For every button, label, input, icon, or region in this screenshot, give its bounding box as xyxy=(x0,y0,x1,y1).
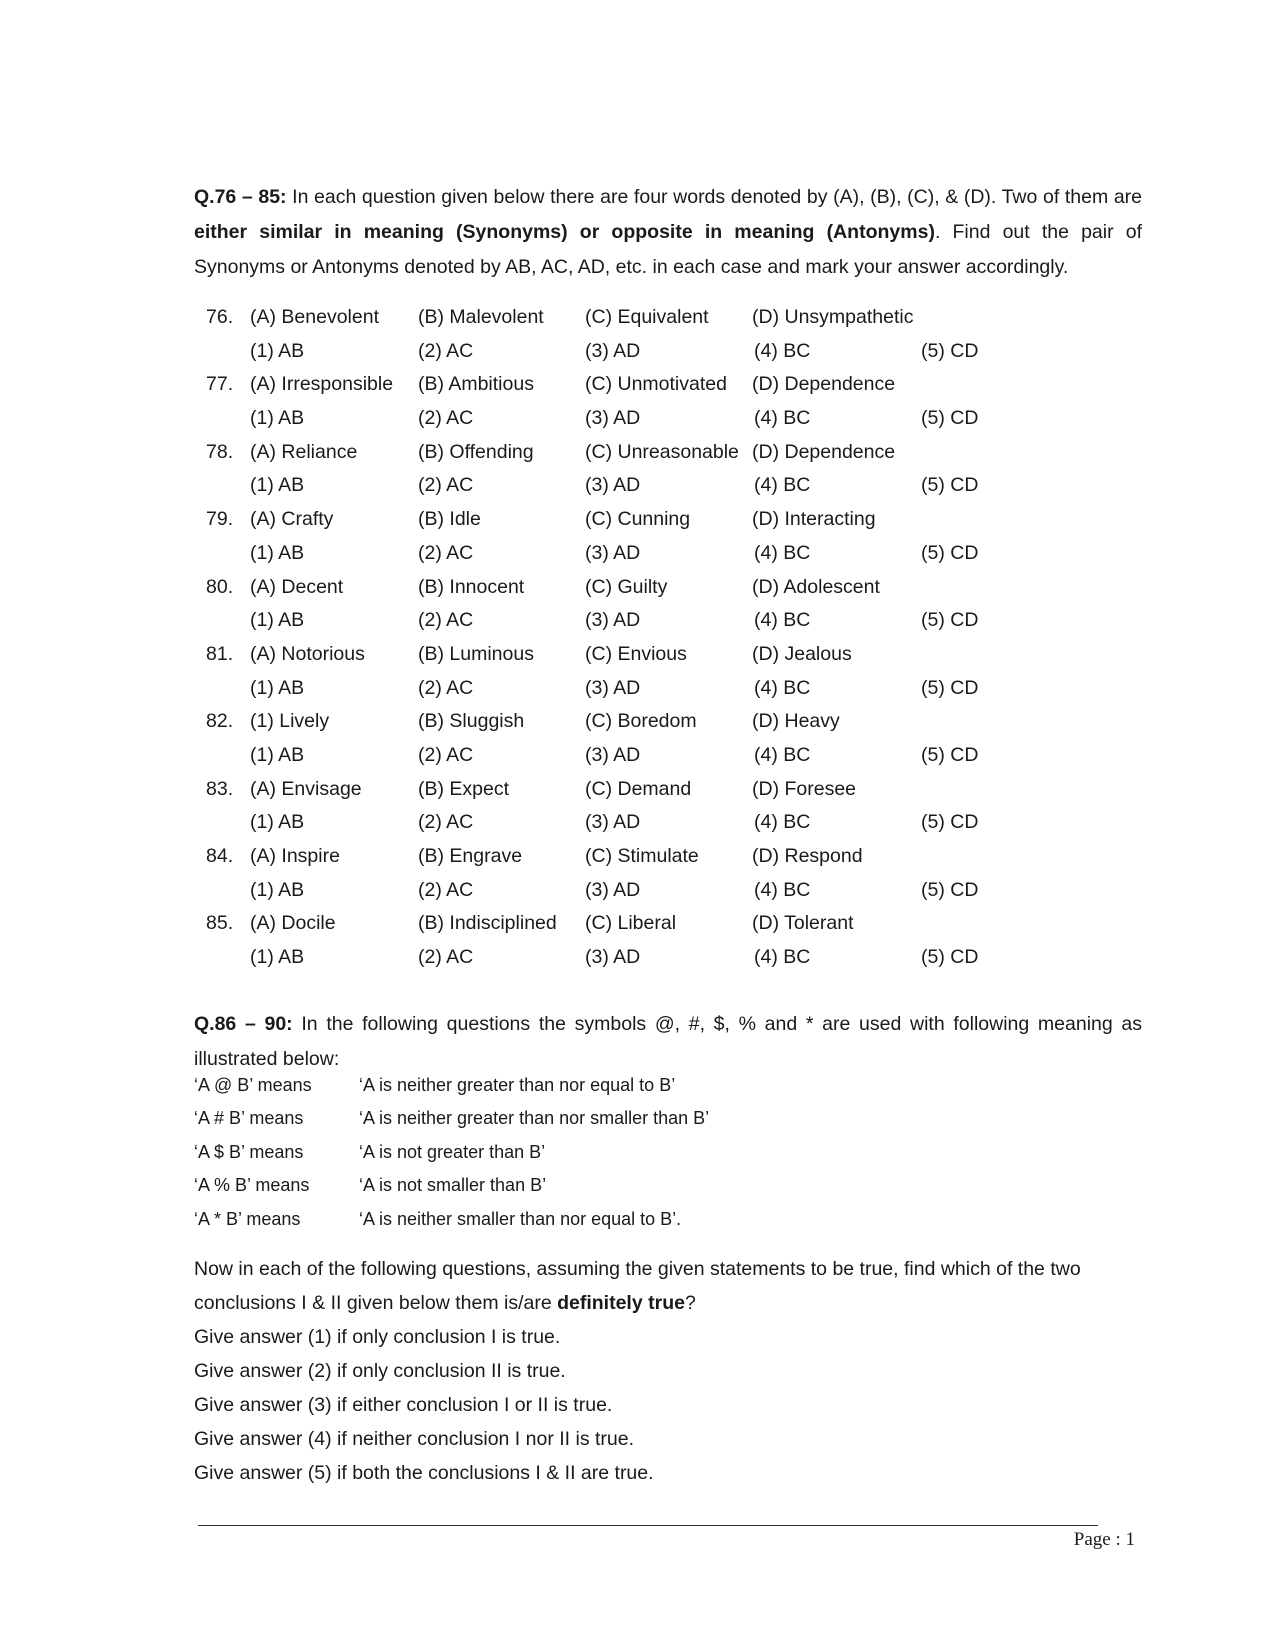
answer-choice-row xyxy=(0,603,1275,637)
word-option: (D) Adolescent xyxy=(752,575,880,598)
symbol-meaning: ‘A is not smaller than B’ xyxy=(359,1175,547,1196)
answer-choice: (4) BC xyxy=(754,676,811,699)
answer-choice: (3) AD xyxy=(585,541,641,564)
answer-choice: (1) AB xyxy=(250,407,305,430)
question-row xyxy=(0,570,1275,604)
answer-choice: (3) AD xyxy=(585,743,641,766)
question-number: 82. xyxy=(206,710,234,733)
answer-choice: (3) AD xyxy=(585,878,641,901)
symbol-key: ‘A $ B’ means xyxy=(194,1141,304,1162)
answer-choice: (4) BC xyxy=(754,811,811,834)
word-option: (D) Jealous xyxy=(752,642,852,665)
instruction-emphasis: definitely true xyxy=(557,1291,685,1314)
question-row xyxy=(0,300,1275,334)
answer-rule: Give answer (4) if neither conclusion I nor II is true. xyxy=(194,1428,635,1450)
answer-rule: Give answer (5) if both the conclusions I & II are true. xyxy=(194,1462,654,1484)
answer-choice: (4) BC xyxy=(754,878,811,901)
instruction-lead xyxy=(194,1253,1142,1320)
answer-choice: (1) AB xyxy=(250,743,305,766)
word-option: (B) Expect xyxy=(418,777,510,800)
answer-choice: (4) BC xyxy=(754,743,811,766)
answer-rule: Give answer (3) if either conclusion I or II is true. xyxy=(194,1394,613,1416)
answer-choice: (3) AD xyxy=(585,474,641,497)
word-option: (C) Cunning xyxy=(585,508,691,531)
symbol-definitions xyxy=(0,1070,1275,1237)
answer-rule: Give answer (2) if only conclusion II is true. xyxy=(194,1360,566,1382)
question-row xyxy=(0,704,1275,738)
symbol-key: ‘A @ B’ means xyxy=(194,1075,312,1095)
word-option: (A) Benevolent xyxy=(250,306,379,328)
word-option: (C) Stimulate xyxy=(585,845,699,867)
answer-choice-row xyxy=(0,805,1275,839)
section-1-instructions xyxy=(194,180,1142,285)
word-option: (B) Offending xyxy=(418,440,534,463)
answer-choice: (3) AD xyxy=(585,339,641,362)
answer-choice: (3) AD xyxy=(585,609,641,632)
answer-choice: (5) CD xyxy=(921,811,979,834)
word-option: (C) Unreasonable xyxy=(585,440,739,463)
word-option: (D) Unsympathetic xyxy=(752,306,914,328)
instruction-text: ? xyxy=(684,1291,696,1314)
question-number: 80. xyxy=(206,575,234,598)
answer-choice: (5) CD xyxy=(921,339,979,362)
word-option: (A) Crafty xyxy=(250,508,334,531)
word-option: (D) Foresee xyxy=(752,777,857,800)
word-option: (C) Equivalent xyxy=(585,306,709,328)
answer-choice: (1) AB xyxy=(250,811,305,834)
answer-choice: (3) AD xyxy=(585,676,641,699)
question-number: 85. xyxy=(206,912,234,935)
answer-choice: (1) AB xyxy=(250,676,305,699)
word-option: (B) Engrave xyxy=(418,845,523,867)
question-number: 81. xyxy=(206,642,234,665)
word-option: (B) Luminous xyxy=(418,642,534,665)
answer-choice: (4) BC xyxy=(754,609,811,632)
symbol-row xyxy=(0,1070,1275,1103)
question-row xyxy=(0,839,1275,873)
word-option: (A) Decent xyxy=(250,575,344,598)
answer-choice: (5) CD xyxy=(921,474,979,497)
word-option: (1) Lively xyxy=(250,710,330,733)
answer-choice: (4) BC xyxy=(754,474,811,497)
word-option: (C) Unmotivated xyxy=(585,373,727,396)
word-option: (B) Idle xyxy=(418,508,481,531)
question-row xyxy=(0,772,1275,806)
word-option: (D) Dependence xyxy=(752,373,896,396)
word-option: (A) Notorious xyxy=(250,642,365,665)
symbol-meaning: ‘A is neither greater than nor equal to B’ xyxy=(359,1075,676,1095)
answer-choice: (5) CD xyxy=(921,609,979,632)
question-number: 79. xyxy=(206,508,234,531)
answer-choice: (5) CD xyxy=(921,407,979,430)
symbol-row xyxy=(0,1170,1275,1203)
word-option: (D) Respond xyxy=(752,845,863,867)
answer-choice: (2) AC xyxy=(418,541,474,564)
answer-choice: (3) AD xyxy=(585,407,641,430)
answer-choice-row xyxy=(0,401,1275,435)
answer-choice-row xyxy=(0,536,1275,570)
word-option: (B) Malevolent xyxy=(418,306,544,328)
word-option: (A) Inspire xyxy=(250,845,340,867)
question-row xyxy=(0,637,1275,671)
symbol-row xyxy=(0,1103,1275,1136)
answer-choice-row xyxy=(0,671,1275,705)
question-list xyxy=(0,300,1275,974)
answer-choice-row xyxy=(0,468,1275,502)
question-row xyxy=(0,502,1275,536)
question-number: 84. xyxy=(206,845,234,867)
word-option: (C) Envious xyxy=(585,642,687,665)
answer-choice: (5) CD xyxy=(921,676,979,699)
answer-choice: (2) AC xyxy=(418,878,474,901)
word-option: (B) Sluggish xyxy=(418,710,525,733)
answer-choice: (1) AB xyxy=(250,474,305,497)
answer-choice: (1) AB xyxy=(250,541,305,564)
word-option: (B) Innocent xyxy=(418,575,525,598)
answer-choice: (1) AB xyxy=(250,878,305,901)
word-option: (D) Heavy xyxy=(752,710,840,733)
answer-choice: (3) AD xyxy=(585,946,641,969)
word-option: (C) Demand xyxy=(585,777,692,800)
instruction-text: In each question given below there are four words denoted by (A), (B), (C), & (D). Two of them are xyxy=(286,186,1143,208)
symbol-key: ‘A % B’ means xyxy=(194,1175,310,1196)
section-2-instructions xyxy=(194,1007,1142,1077)
answer-choice: (5) CD xyxy=(921,541,979,564)
symbol-meaning: ‘A is not greater than B’ xyxy=(359,1141,546,1162)
word-option: (D) Tolerant xyxy=(752,912,854,935)
answer-choice: (1) AB xyxy=(250,609,305,632)
word-option: (A) Docile xyxy=(250,912,336,935)
word-option: (A) Reliance xyxy=(250,440,358,463)
question-number: 83. xyxy=(206,777,234,800)
question-row xyxy=(0,367,1275,401)
answer-choice: (5) CD xyxy=(921,743,979,766)
word-option: (C) Boredom xyxy=(585,710,697,733)
answer-choice-row xyxy=(0,940,1275,974)
answer-choice: (2) AC xyxy=(418,407,474,430)
word-option: (C) Liberal xyxy=(585,912,677,935)
answer-choice: (2) AC xyxy=(418,743,474,766)
answer-choice-row xyxy=(0,873,1275,907)
word-option: (B) Ambitious xyxy=(418,373,534,396)
symbol-key: ‘A * B’ means xyxy=(194,1208,301,1229)
instruction-text: In the following questions the symbols @, #, $, % and * are used with following meaning as illustrated below: xyxy=(194,1013,1143,1070)
question-number: 77. xyxy=(206,373,234,396)
answer-choice: (1) AB xyxy=(250,946,305,969)
answer-choice: (4) BC xyxy=(754,946,811,969)
instruction-text: Now in each of the following questions, assuming the given statements to be true, find which of the two conclusions I & II given below them is/are xyxy=(194,1258,1081,1314)
word-option: (A) Irresponsible xyxy=(250,373,394,396)
symbol-meaning: ‘A is neither smaller than nor equal to B’. xyxy=(359,1208,682,1229)
word-option: (D) Dependence xyxy=(752,440,896,463)
instruction-text: . Find out the pair of Synonyms or Antonyms denoted by AB, AC, AD, etc. in each case and mark your answer accordingly. xyxy=(194,221,1142,278)
symbol-key: ‘A # B’ means xyxy=(194,1108,304,1129)
word-option: (C) Guilty xyxy=(585,575,668,598)
answer-choice: (4) BC xyxy=(754,407,811,430)
answer-rule: Give answer (1) if only conclusion I is true. xyxy=(194,1326,561,1348)
answer-choice: (1) AB xyxy=(250,339,305,362)
word-option: (B) Indisciplined xyxy=(418,912,557,935)
word-option: (D) Interacting xyxy=(752,508,876,531)
answer-choice: (2) AC xyxy=(418,339,474,362)
question-number: 78. xyxy=(206,440,234,463)
answer-choice-row xyxy=(0,738,1275,772)
question-row xyxy=(0,906,1275,940)
answer-choice: (4) BC xyxy=(754,339,811,362)
symbol-row xyxy=(0,1137,1275,1170)
answer-choice: (2) AC xyxy=(418,676,474,699)
question-number: 76. xyxy=(206,306,234,328)
answer-choice: (5) CD xyxy=(921,946,979,969)
answer-choice: (2) AC xyxy=(418,474,474,497)
page-number: Page : 1 xyxy=(1073,1529,1135,1550)
answer-choice: (4) BC xyxy=(754,541,811,564)
question-row xyxy=(0,435,1275,469)
symbol-row xyxy=(0,1204,1275,1237)
answer-choice: (2) AC xyxy=(418,609,474,632)
answer-choice: (3) AD xyxy=(585,811,641,834)
question-range-label: Q.86 – 90: xyxy=(194,1013,293,1035)
answer-choice: (2) AC xyxy=(418,811,474,834)
answer-choice: (2) AC xyxy=(418,946,474,969)
word-option: (A) Envisage xyxy=(250,777,362,800)
footer-divider xyxy=(198,1525,1098,1526)
question-range-label: Q.76 – 85: xyxy=(194,186,287,208)
instruction-emphasis: either similar in meaning (Synonyms) or opposite in meaning (Antonyms) xyxy=(194,221,935,243)
answer-instructions xyxy=(194,1253,1142,1490)
answer-choice-row xyxy=(0,334,1275,368)
symbol-meaning: ‘A is neither greater than nor smaller than B’ xyxy=(359,1108,710,1129)
answer-choice: (5) CD xyxy=(921,878,979,901)
